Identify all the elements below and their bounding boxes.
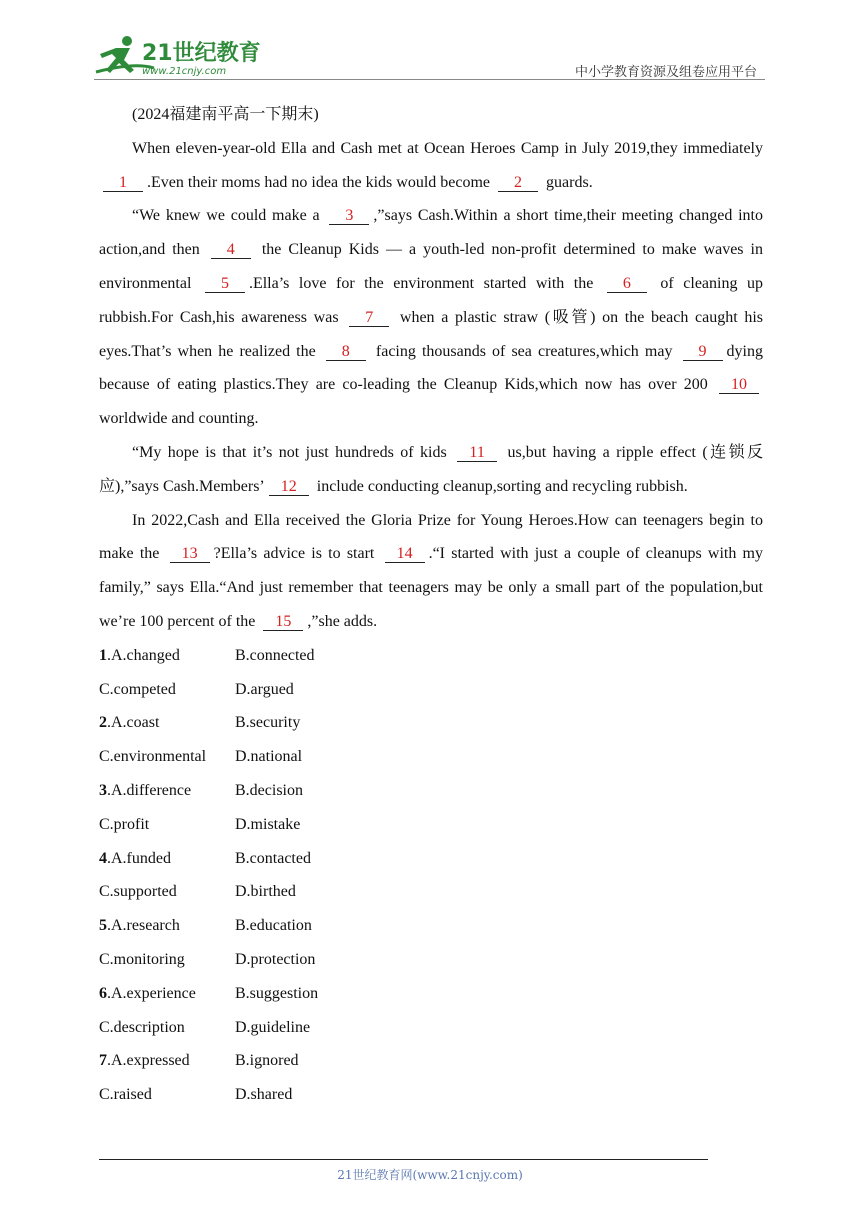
option-b[interactable]: B.ignored [235,1052,299,1070]
paragraph-text: ,”she adds. [307,612,378,630]
option-a[interactable] [99,774,235,808]
paragraph-text: .Ella’s love for the environment started with the [248,274,603,292]
option-c[interactable]: C.competed [99,680,176,698]
question-options-row [99,1078,763,1112]
paragraph-text: ,”says Cash.Within a short time,their meeting changed into action,and then [99,207,764,259]
answer-blank[interactable]: 10 [719,377,759,394]
answer-blank[interactable]: 4 [211,242,251,259]
option-a[interactable] [99,842,235,876]
paragraph-text: when a plastic straw (吸管) on the beach caught his eyes.That’s when he realized the [99,308,763,360]
paragraph-text: worldwide and counting. [99,410,259,428]
question-options-row [99,639,763,673]
answer-blank[interactable]: 6 [607,276,647,293]
option-a[interactable] [99,706,235,740]
option-d[interactable]: D.national [235,748,303,766]
answer-blank[interactable]: 11 [457,445,497,462]
answer-blank[interactable]: 7 [349,310,389,327]
option-d[interactable]: D.argued [235,680,294,698]
question-options-row [99,909,763,943]
question-number: 7 [99,1052,107,1070]
option-a-text: A.experience [111,984,196,1002]
paragraph-text: the Cleanup Kids — a youth-led non-profit determined to make waves in environmental [99,241,763,292]
paragraph-text: “My hope is that it’s not just hundreds of kids [132,443,454,461]
option-dot: . [107,1052,111,1070]
question-options-row [99,774,763,808]
header-divider [94,79,765,80]
option-dot: . [107,781,111,799]
answer-blank[interactable]: 13 [170,546,210,563]
answer-blank[interactable]: 12 [269,479,309,496]
option-c[interactable]: C.raised [99,1086,152,1104]
paragraph-text: .Even their moms had no idea the kids would become [147,173,495,191]
paragraph-text: When eleven-year-old Ella and Cash met at Ocean Heroes Camp in July 2019,they immediately [132,139,763,157]
option-dot: . [107,917,111,935]
question-options-row [99,740,763,774]
article-body [99,98,763,1112]
option-d[interactable]: D.protection [235,950,316,968]
option-a-text: A.funded [111,849,171,867]
answer-blank[interactable]: 8 [326,344,366,361]
passage [99,132,763,639]
page-header [0,0,860,90]
option-c[interactable]: C.monitoring [99,950,185,968]
paragraph [99,132,763,200]
question-number: 5 [99,917,107,935]
question-number: 6 [99,984,107,1002]
paragraph-text: “We knew we could make a [132,207,326,225]
option-dot: . [107,984,111,1002]
option-a[interactable] [99,639,235,673]
paragraph-text: of cleaning up rubbish.For Cash,his awareness was [99,274,764,326]
answer-blank[interactable]: 1 [103,175,143,192]
svg-text:21世纪教育: 21世纪教育 [142,41,261,66]
paragraph-text: .“I started with just a couple of cleanups with my family,” says Ella.“And just remember that teenagers may be only a small part of the population,but we’re 100 percent of the [99,545,763,630]
option-b[interactable]: B.decision [235,781,303,799]
question-options-row [99,875,763,909]
question-number: 1 [99,646,107,664]
header-platform-name: 中小学教育资源及组卷应用平台 [574,65,757,80]
option-a[interactable] [99,909,235,943]
option-a-text: A.expressed [111,1052,190,1070]
answer-blank[interactable]: 9 [683,344,723,361]
paragraph-text: In 2022,Cash and Ella received the Gloria Prize for Young Heroes.How can teenagers begin to make the [99,511,763,563]
option-dot: . [107,646,111,664]
option-d[interactable]: D.mistake [235,815,301,833]
option-a[interactable] [99,1044,235,1078]
footer-site: 21世纪教育网(www.21cnjy.com) [337,1168,523,1182]
option-c[interactable]: C.profit [99,815,150,833]
answer-blank[interactable]: 15 [263,614,303,631]
option-dot: . [107,849,111,867]
answer-blank[interactable]: 2 [498,175,538,192]
option-d[interactable]: D.shared [235,1086,293,1104]
question-options-row [99,706,763,740]
question-number: 2 [99,714,107,732]
answer-blank[interactable]: 5 [205,276,245,293]
option-dot: . [107,714,111,732]
footer-divider [99,1159,708,1160]
paragraph-text: facing thousands of sea creatures,which may [369,342,679,360]
question-number: 4 [99,849,107,867]
options-list [99,639,763,1112]
option-a-text: A.difference [111,781,192,799]
option-c[interactable]: C.supported [99,883,177,901]
option-d[interactable]: D.guideline [235,1018,311,1036]
option-b[interactable]: B.education [235,917,312,935]
question-number: 3 [99,781,107,799]
option-b[interactable]: B.security [235,714,301,732]
question-options-row [99,1011,763,1045]
paragraph [99,504,763,639]
option-c[interactable]: C.description [99,1018,185,1036]
question-options-row [99,808,763,842]
question-options-row [99,673,763,707]
answer-blank[interactable]: 14 [385,546,425,563]
option-b[interactable]: B.connected [235,646,315,664]
option-a[interactable] [99,977,235,1011]
question-options-row [99,1044,763,1078]
question-options-row [99,943,763,977]
question-options-row [99,977,763,1011]
paragraph-text: dying because of eating plastics.They are co-leading the Cleanup Kids,which now has over 200 [99,342,763,394]
option-b[interactable]: B.contacted [235,849,311,867]
paragraph [99,436,763,504]
source-note: (2024福建南平高一下期末) [132,106,319,123]
option-a-text: A.coast [111,714,160,732]
option-c[interactable]: C.environmental [99,748,207,766]
question-options-row [99,842,763,876]
paragraph-text: us,but having a ripple effect (连锁反应),”says Cash.Members’ [99,443,763,495]
option-a-text: A.changed [111,646,180,664]
paragraph-text: ?Ella’s advice is to start [213,545,381,563]
option-d[interactable]: D.birthed [235,883,296,901]
paragraph [99,199,763,436]
answer-blank[interactable]: 3 [329,208,369,225]
svg-text:www.21cnjy.com: www.21cnjy.com [142,66,227,77]
site-logo [94,32,264,78]
paragraph-text: include conducting cleanup,sorting and recycling rubbish. [312,477,688,495]
option-b[interactable]: B.suggestion [235,984,319,1002]
option-a-text: A.research [111,917,180,935]
paragraph-text: guards. [542,173,593,191]
